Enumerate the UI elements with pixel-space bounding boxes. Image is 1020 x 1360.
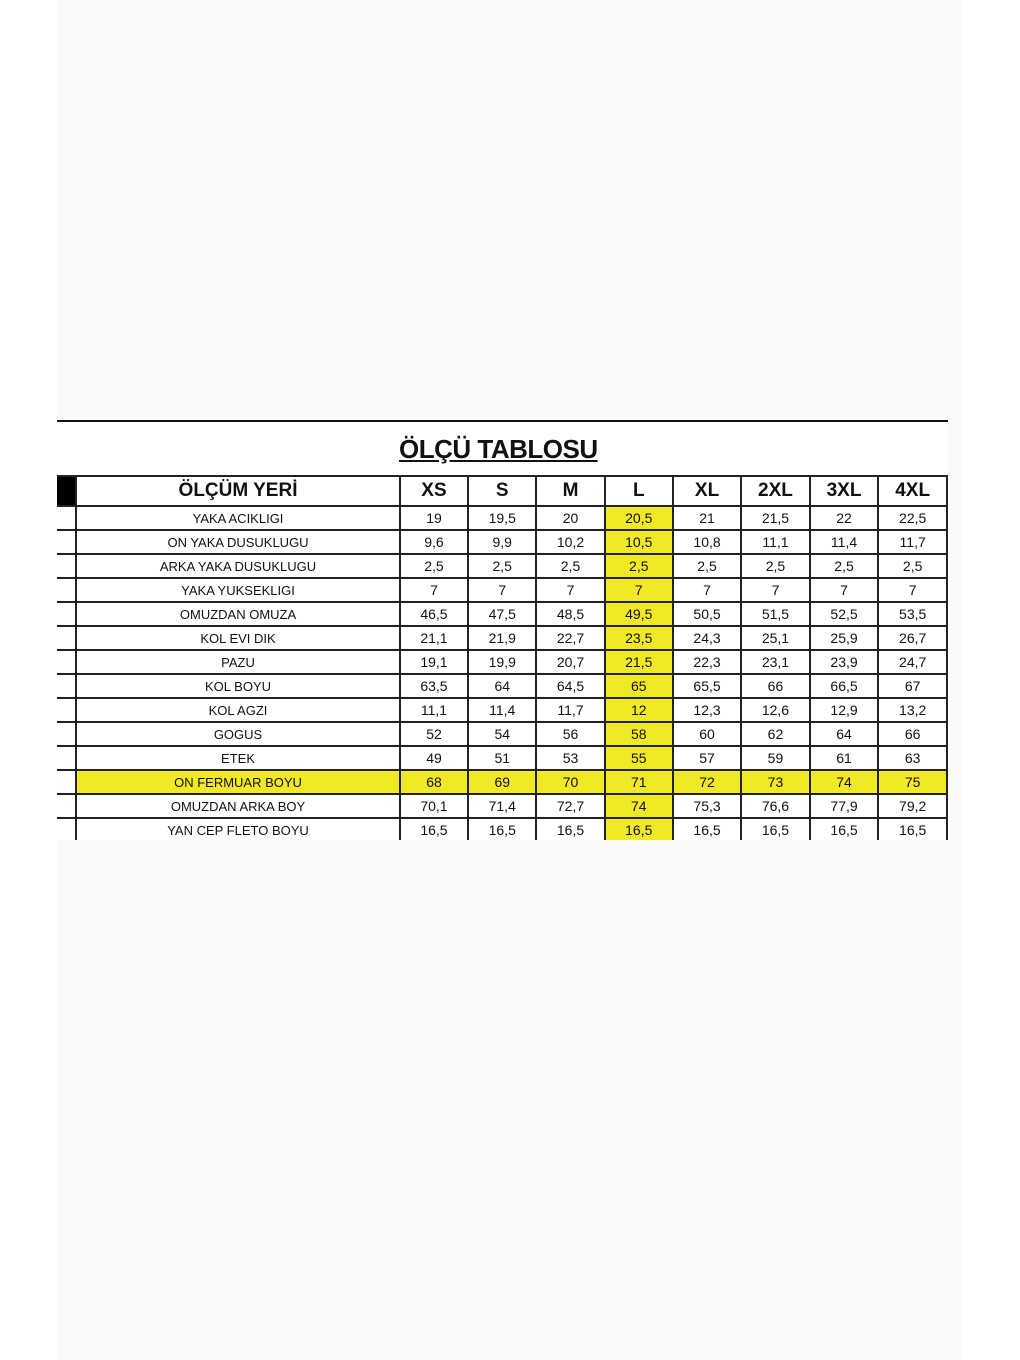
- measurement-label: YAKA ACIKLIGI: [76, 506, 400, 530]
- measurement-label: PAZU: [76, 650, 400, 674]
- measurement-label: YAKA YUKSEKLIGI: [76, 578, 400, 602]
- size-header: 3XL: [810, 476, 879, 506]
- measurement-value: 7: [878, 578, 947, 602]
- measurement-value: 71: [605, 770, 673, 794]
- measurement-label: OMUZDAN OMUZA: [76, 602, 400, 626]
- measurement-label: OMUZDAN ARKA BOY: [76, 794, 400, 818]
- table-row: [57, 650, 947, 674]
- measurement-label: ARKA YAKA DUSUKLUGU: [76, 554, 400, 578]
- measurement-value: 19,1: [400, 650, 468, 674]
- measurement-value: 10,8: [673, 530, 741, 554]
- top-rule: [57, 420, 948, 422]
- measurement-value: 62: [741, 722, 810, 746]
- measurement-value: 10,5: [605, 530, 673, 554]
- measurement-value: 16,5: [400, 818, 468, 840]
- row-marker: [57, 746, 76, 770]
- measurement-value: 75,3: [673, 794, 741, 818]
- measurement-value: 66: [741, 674, 810, 698]
- measurement-value: 77,9: [810, 794, 879, 818]
- measurement-value: 49: [400, 746, 468, 770]
- measurement-value: 20: [536, 506, 604, 530]
- measurement-value: 74: [605, 794, 673, 818]
- table-row: [57, 602, 947, 626]
- measurement-value: 12,9: [810, 698, 879, 722]
- measurement-value: 58: [605, 722, 673, 746]
- measurement-value: 2,5: [605, 554, 673, 578]
- measurement-value: 24,7: [878, 650, 947, 674]
- measurement-value: 16,5: [605, 818, 673, 840]
- table-row: [57, 578, 947, 602]
- table-row: [57, 554, 947, 578]
- measurement-value: 64: [468, 674, 536, 698]
- measurement-value: 2,5: [878, 554, 947, 578]
- row-marker: [57, 602, 76, 626]
- measurement-value: 24,3: [673, 626, 741, 650]
- measurement-value: 72: [673, 770, 741, 794]
- measurement-value: 10,2: [536, 530, 604, 554]
- measurement-value: 54: [468, 722, 536, 746]
- size-chart-title: ÖLÇÜ TABLOSU: [399, 434, 598, 464]
- row-marker: [57, 626, 76, 650]
- measurement-value: 26,7: [878, 626, 947, 650]
- measurement-value: 69: [468, 770, 536, 794]
- measurement-value: 7: [810, 578, 879, 602]
- measurement-value: 51: [468, 746, 536, 770]
- measurement-value: 19,5: [468, 506, 536, 530]
- table-body: [57, 506, 947, 840]
- measurement-value: 9,6: [400, 530, 468, 554]
- header-row: [57, 476, 947, 506]
- measurement-value: 60: [673, 722, 741, 746]
- measurement-value: 73: [741, 770, 810, 794]
- measurement-value: 25,9: [810, 626, 879, 650]
- measurement-value: 20,5: [605, 506, 673, 530]
- measurement-label: ETEK: [76, 746, 400, 770]
- measurement-value: 25,1: [741, 626, 810, 650]
- measurement-value: 52,5: [810, 602, 879, 626]
- measurement-value: 76,6: [741, 794, 810, 818]
- measurement-label: KOL AGZI: [76, 698, 400, 722]
- measurement-value: 64: [810, 722, 879, 746]
- table-row: [57, 746, 947, 770]
- measurement-value: 23,1: [741, 650, 810, 674]
- measurement-value: 19,9: [468, 650, 536, 674]
- row-marker: [57, 578, 76, 602]
- table-row: [57, 698, 947, 722]
- measurement-value: 12,3: [673, 698, 741, 722]
- measurement-value: 16,5: [878, 818, 947, 840]
- measurement-header: ÖLÇÜM YERİ: [76, 476, 400, 506]
- size-header: XS: [400, 476, 468, 506]
- measurement-value: 21,5: [605, 650, 673, 674]
- table-row: [57, 722, 947, 746]
- measurement-value: 2,5: [741, 554, 810, 578]
- table-row: [57, 626, 947, 650]
- measurement-value: 63: [878, 746, 947, 770]
- measurement-value: 47,5: [468, 602, 536, 626]
- measurement-value: 22,7: [536, 626, 604, 650]
- measurement-label: YAN CEP FLETO BOYU: [76, 818, 400, 840]
- measurement-value: 11,7: [536, 698, 604, 722]
- row-marker: [57, 674, 76, 698]
- measurement-value: 11,4: [468, 698, 536, 722]
- measurement-value: 70: [536, 770, 604, 794]
- table-row: [57, 794, 947, 818]
- measurement-value: 20,7: [536, 650, 604, 674]
- measurement-value: 13,2: [878, 698, 947, 722]
- measurement-value: 2,5: [536, 554, 604, 578]
- size-chart-sheet: [57, 420, 948, 840]
- measurement-value: 65,5: [673, 674, 741, 698]
- row-marker: [57, 650, 76, 674]
- measurement-value: 7: [673, 578, 741, 602]
- measurement-value: 11,1: [741, 530, 810, 554]
- measurement-value: 7: [536, 578, 604, 602]
- measurement-value: 16,5: [468, 818, 536, 840]
- measurement-label: ON YAKA DUSUKLUGU: [76, 530, 400, 554]
- measurement-value: 59: [741, 746, 810, 770]
- row-marker: [57, 530, 76, 554]
- measurement-label: GOGUS: [76, 722, 400, 746]
- measurement-value: 21,5: [741, 506, 810, 530]
- row-marker: [57, 770, 76, 794]
- measurement-value: 16,5: [673, 818, 741, 840]
- measurement-value: 56: [536, 722, 604, 746]
- measurement-value: 64,5: [536, 674, 604, 698]
- row-marker: [57, 794, 76, 818]
- size-header: S: [468, 476, 536, 506]
- size-header: 2XL: [741, 476, 810, 506]
- measurement-value: 2,5: [468, 554, 536, 578]
- measurement-value: 2,5: [673, 554, 741, 578]
- row-marker: [57, 506, 76, 530]
- measurement-value: 9,9: [468, 530, 536, 554]
- measurement-value: 22,5: [878, 506, 947, 530]
- row-marker: [57, 818, 76, 840]
- measurement-value: 7: [605, 578, 673, 602]
- table-row: [57, 770, 947, 794]
- size-header: 4XL: [878, 476, 947, 506]
- measurement-value: 67: [878, 674, 947, 698]
- measurement-value: 48,5: [536, 602, 604, 626]
- measurement-value: 23,9: [810, 650, 879, 674]
- measurement-value: 79,2: [878, 794, 947, 818]
- measurement-value: 63,5: [400, 674, 468, 698]
- measurement-value: 7: [741, 578, 810, 602]
- size-header: L: [605, 476, 673, 506]
- measurement-value: 66: [878, 722, 947, 746]
- measurement-value: 61: [810, 746, 879, 770]
- measurement-value: 53,5: [878, 602, 947, 626]
- row-marker: [57, 722, 76, 746]
- measurement-value: 65: [605, 674, 673, 698]
- table-row: [57, 674, 947, 698]
- measurement-value: 21,9: [468, 626, 536, 650]
- table-row: [57, 530, 947, 554]
- table-row: [57, 818, 947, 840]
- measurement-value: 53: [536, 746, 604, 770]
- measurement-value: 75: [878, 770, 947, 794]
- size-header: M: [536, 476, 604, 506]
- measurement-value: 21: [673, 506, 741, 530]
- measurement-value: 16,5: [810, 818, 879, 840]
- row-marker: [57, 698, 76, 722]
- measurement-value: 22: [810, 506, 879, 530]
- measurement-value: 49,5: [605, 602, 673, 626]
- measurement-value: 2,5: [400, 554, 468, 578]
- measurement-value: 55: [605, 746, 673, 770]
- measurement-value: 70,1: [400, 794, 468, 818]
- measurement-value: 16,5: [741, 818, 810, 840]
- measurement-label: KOL BOYU: [76, 674, 400, 698]
- measurement-value: 22,3: [673, 650, 741, 674]
- measurement-value: 12,6: [741, 698, 810, 722]
- table-row: [57, 506, 947, 530]
- measurement-value: 23,5: [605, 626, 673, 650]
- measurement-value: 12: [605, 698, 673, 722]
- measurement-label: ON FERMUAR BOYU: [76, 770, 400, 794]
- measurement-value: 71,4: [468, 794, 536, 818]
- measurement-value: 11,4: [810, 530, 879, 554]
- measurement-value: 11,1: [400, 698, 468, 722]
- size-header: XL: [673, 476, 741, 506]
- measurement-value: 52: [400, 722, 468, 746]
- measurement-value: 50,5: [673, 602, 741, 626]
- measurement-value: 7: [400, 578, 468, 602]
- measurement-value: 21,1: [400, 626, 468, 650]
- measurement-value: 2,5: [810, 554, 879, 578]
- measurement-value: 11,7: [878, 530, 947, 554]
- measurement-value: 74: [810, 770, 879, 794]
- row-marker: [57, 554, 76, 578]
- measurement-value: 46,5: [400, 602, 468, 626]
- size-table: [57, 475, 948, 840]
- measurement-value: 7: [468, 578, 536, 602]
- measurement-value: 66,5: [810, 674, 879, 698]
- measurement-label: KOL EVI DIK: [76, 626, 400, 650]
- measurement-value: 57: [673, 746, 741, 770]
- measurement-value: 19: [400, 506, 468, 530]
- row-marker: [57, 476, 76, 506]
- measurement-value: 72,7: [536, 794, 604, 818]
- measurement-value: 16,5: [536, 818, 604, 840]
- measurement-value: 51,5: [741, 602, 810, 626]
- measurement-value: 68: [400, 770, 468, 794]
